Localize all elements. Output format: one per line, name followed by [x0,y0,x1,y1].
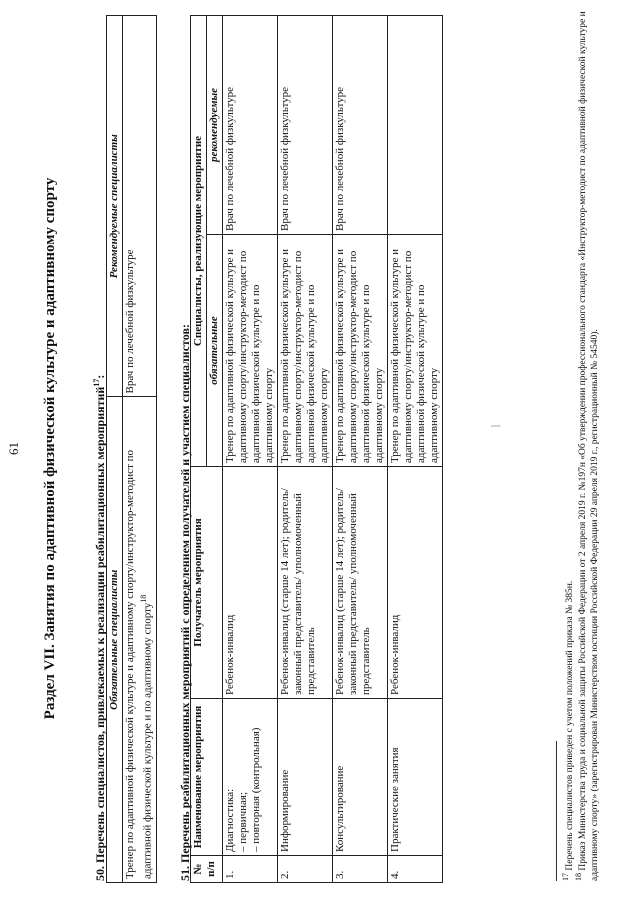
activity-subitems [237,702,263,852]
col-recommended-specialists: Рекомендуемые специалисты [107,16,123,397]
section-50-heading-tail: : [93,374,107,379]
row-mandatory: Тренер по адаптивной физической культуре и адаптивному спорту/инструктор-методист по адаптивной физической культуре и по адаптивному спорту [388,235,443,467]
row-num: 3. [333,856,388,883]
stray-pen-mark: | [490,424,501,427]
footnote-ref-18: 18 [139,594,148,603]
footnote-separator [556,741,557,881]
footnote-ref-17: 17 [92,378,101,387]
footnote-17-text: Перечень специалистов приведен с учетом положений приказа № 385н. [565,580,576,871]
col-activity-name: Наименование мероприятия [191,699,223,856]
col-num: № п/п [191,856,223,883]
section-51-heading: 51. Перечень реабилитационных мероприятий с определением получателей и участием специалистов: [178,324,192,881]
footnote-18-number: 18 [574,873,583,881]
section-title: Раздел VII. Занятия по адаптивной физической культуре и адаптивному спорту [42,177,58,720]
row-mandatory: Тренер по адаптивной физической культуре и адаптивному спорту/инструктор-методист по адаптивной физической культуре и по адаптивному спорту [223,235,278,467]
footnote-17-number: 17 [561,873,570,881]
list-item: – первичная; [237,702,250,852]
specialists-table [106,15,157,883]
row-recommended: Врач по лечебной физкультуре [333,16,388,235]
table-row [223,16,278,883]
page-number: 61 [6,442,21,455]
col-mandatory-specialists: Обязательные специалисты [107,397,123,883]
row-mandatory: Тренер по адаптивной физической культуре и адаптивному спорту/инструктор-методист по адаптивной физической культуре и по адаптивному спорту [333,235,388,467]
row-recommended: Врач по лечебной физкультуре [278,16,333,235]
row-num: 4. [388,856,443,883]
rehab-activities-table [190,15,443,883]
col-mandatory: обязательные [207,235,223,467]
list-item: – повторная (контрольная) [250,702,263,852]
footnote-18 [573,11,601,881]
activity-name-text: Диагностика: [224,788,236,852]
row-num: 2. [278,856,333,883]
table-row [278,16,333,883]
row-num: 1. [223,856,278,883]
mandatory-specialists-text: Тренер по адаптивной физической культуре и адаптивному спорту/инструктор-методист по адаптивной физической культуре и по адаптивному спорту [124,449,154,879]
section-50-heading-text: 50. Перечень специалистов, привлекаемых к реализации реабилитационных мероприятий [93,386,107,881]
row-recipient: Ребенок-инвалид (старше 14 лет); родитель/ законный представитель/ уполномоченный представитель [278,467,333,699]
mandatory-specialists-cell [123,397,157,883]
table-row [333,16,388,883]
row-activity-name [223,699,278,856]
row-activity-name: Информирование [278,699,333,856]
row-mandatory: Тренер по адаптивной физической культуре и адаптивному спорту/инструктор-методист по адаптивной физической культуре и по адаптивному спорту [278,235,333,467]
col-specialists: Специалисты, реализующие мероприятие [191,16,207,467]
row-recipient: Ребенок-инвалид [388,467,443,699]
recommended-specialists-cell: Врач по лечебной физкультуре [123,16,157,397]
row-recommended: Врач по лечебной физкультуре [223,16,278,235]
row-recipient: Ребенок-инвалид (старше 14 лет); родитель/ законный представитель/ уполномоченный представитель [333,467,388,699]
row-recipient: Ребенок-инвалид [223,467,278,699]
row-activity-name: Практические занятия [388,699,443,856]
row-recommended [388,16,443,235]
col-recipient: Получатель мероприятия [191,467,223,699]
table-row [388,16,443,883]
row-activity-name: Консультирование [333,699,388,856]
footnote-18-text: Приказ Министерства труда и социальной защиты Российской Федерации от 2 апреля 2019 г. №197н «Об утверждении профессионального стандарта «Инструктор-методист по адаптивной физической культуре и адаптивному спорту» (зарегистрирован Министерством юстиции Российской Федерации 29 апреля 2019 г., регистрационный № 54540). [578,11,601,881]
col-recommended: рекомендуемые [207,16,223,235]
